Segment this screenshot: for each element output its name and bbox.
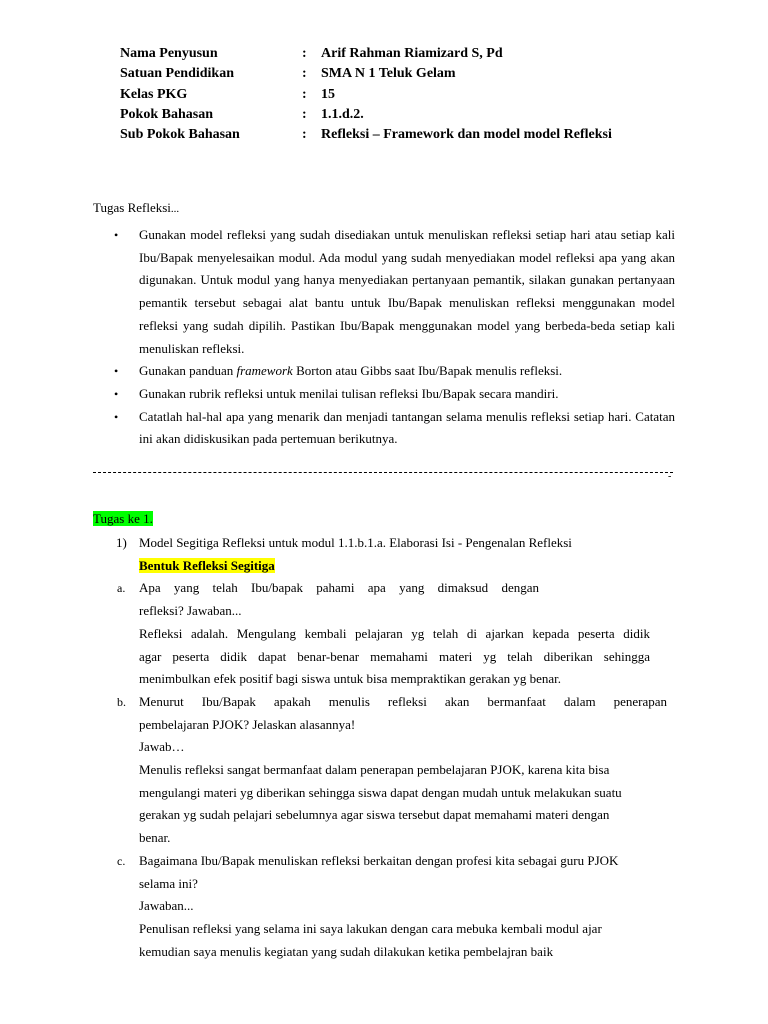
tugas-refleksi-title: [93, 199, 179, 218]
answer-text: gerakan yg sudah pelajari sebelumnya agar siswa tersebut dapat memahami materi dengan: [139, 807, 610, 823]
header-colon: :: [302, 127, 307, 143]
bullet-text-post: Borton atau Gibbs saat Ibu/Bapak menulis refleksi.: [292, 363, 563, 379]
question-marker: a.: [117, 581, 126, 596]
question-text: refleksi? Jawaban...: [139, 603, 242, 619]
answer-text: benar.: [139, 830, 171, 846]
answer-text: mengulangi materi yg diberikan sehingga siswa dapat dengan mudah untuk melakukan suatu: [139, 784, 622, 800]
tugas-refleksi-title-dots: ...: [170, 203, 180, 215]
question-b: [93, 691, 675, 850]
question-text: Menurut Ibu/Bapak apakah menulis refleksi akan bermanfaat dalam penerapan: [139, 693, 667, 709]
answer-text: kemudian saya menulis kegiatan yang sudah dilakukan ketika pembelajran baik: [139, 943, 554, 959]
question-text: pembelajaran PJOK? Jelaskan alasannya!: [139, 716, 356, 732]
bullet-text: Gunakan rubrik refleksi untuk menilai tulisan refleksi Ibu/Bapak secara mandiri.: [139, 385, 559, 401]
header-value: Refleksi – Framework dan model model Refleksi: [321, 127, 612, 143]
answer-text: agar peserta didik dapat benar-benar memahami materi yg telah diberikan sehingga: [139, 648, 650, 664]
tugas-refleksi-title-text: Tugas Refleksi: [93, 200, 171, 215]
answer-text: menimbulkan efek positif bagi siswa untuk bisa mempraktikan gerakan yg benar.: [139, 671, 562, 687]
question-a: [93, 577, 675, 691]
header-key: Nama Penyusun: [120, 46, 218, 61]
bullet-icon: •: [114, 386, 119, 401]
header-value: Arif Rahman Riamizard S, Pd: [321, 46, 503, 61]
bentuk-refleksi-heading: Bentuk Refleksi Segitiga: [139, 557, 275, 573]
model-line: Model Segitiga Refleksi untuk modul 1.1.b.1.a. Elaborasi Isi - Pengenalan Refleksi: [139, 535, 572, 550]
header-row-satuan-pendidikan: [120, 64, 612, 84]
header-value: 15: [321, 86, 335, 102]
list-item: [93, 406, 675, 451]
header-colon: :: [302, 106, 307, 122]
answer-text: Menulis refleksi sangat bermanfaat dalam penerapan pembelajaran PJOK, karena kita bisa: [139, 762, 610, 778]
divider-end-mark: -: [668, 471, 672, 482]
header-colon: :: [302, 86, 307, 102]
header-value: SMA N 1 Teluk Gelam: [321, 66, 456, 82]
header-row-nama-penyusun: [120, 44, 612, 64]
bullet-text: Gunakan model refleksi yang sudah disediakan untuk menuliskan refleksi setiap hari atau setiap kali Ibu/Bapak menyelesaikan modul. Ada modul yang sudah menyediakan model refleksi apa yang akan digunakan. Untuk modul yang hanya menyediakan pertanyaan pemantik, silakan gunakan pertanyaan pemantik tersebut sebagai alat bantu untuk Ibu/Bapak menuliskan refleksi menggunakan model refleksi yang sudah dipilih. Pastikan Ibu/Bapak menggunakan model yang berbeda-beda setiap kali menuliskan refleksi.: [139, 227, 675, 356]
bullet-icon: •: [114, 364, 119, 379]
header-row-kelas-pkg: [120, 85, 612, 105]
tugas-ke-1-title-text: Tugas ke 1.: [93, 511, 153, 526]
answer-text: Penulisan refleksi yang selama ini saya lakukan dengan cara mebuka kembali modul ajar: [139, 920, 602, 936]
bullet-text-pre: Gunakan panduan: [139, 363, 237, 379]
header-row-pokok-bahasan: [120, 105, 612, 125]
bullet-text: Catatlah hal-hal apa yang menarik dan menjadi tantangan selama menulis refleksi setiap hari. Catatan ini akan didiskusikan pada pertemuan berikutnya.: [139, 408, 675, 447]
list-item: [93, 383, 675, 406]
header-value: 1.1.d.2.: [321, 106, 364, 122]
question-text: Bagaimana Ibu/Bapak menuliskan refleksi berkaitan dengan profesi kita sebagai guru PJOK: [139, 852, 619, 868]
question-marker: b.: [117, 694, 126, 709]
header-colon: :: [302, 46, 307, 61]
document-header: [120, 44, 612, 145]
bullet-icon: •: [114, 409, 119, 424]
list-item: [93, 360, 675, 383]
header-key: Pokok Bahasan: [120, 106, 213, 122]
question-text: selama ini?: [139, 875, 198, 891]
question-text: Apa yang telah Ibu/bapak pahami apa yang dimaksud dengan: [139, 580, 539, 596]
list-item: [93, 224, 675, 360]
header-key: Satuan Pendidikan: [120, 66, 234, 82]
tugas-ke-1-title: [93, 510, 153, 528]
bullet-icon: •: [114, 228, 119, 242]
tugas-ke-1-body: [93, 532, 675, 963]
numbered-item: [93, 532, 675, 577]
answer-label: Jawaban...: [139, 898, 194, 914]
header-key: Sub Pokok Bahasan: [120, 127, 240, 143]
tugas-refleksi-list: [93, 224, 675, 451]
answer-label: Jawab…: [139, 739, 185, 755]
answer-text: Refleksi adalah. Mengulang kembali pelajaran yg telah di ajarkan kepada peserta didik: [139, 625, 650, 641]
bullet-text-em: framework: [236, 363, 293, 379]
question-marker: c.: [117, 853, 126, 868]
header-colon: :: [302, 66, 307, 82]
header-key: Kelas PKG: [120, 86, 188, 102]
item-number: 1): [116, 535, 127, 550]
dashed-divider: [93, 472, 673, 473]
question-c: [93, 850, 675, 964]
header-row-sub-pokok-bahasan: [120, 125, 612, 145]
